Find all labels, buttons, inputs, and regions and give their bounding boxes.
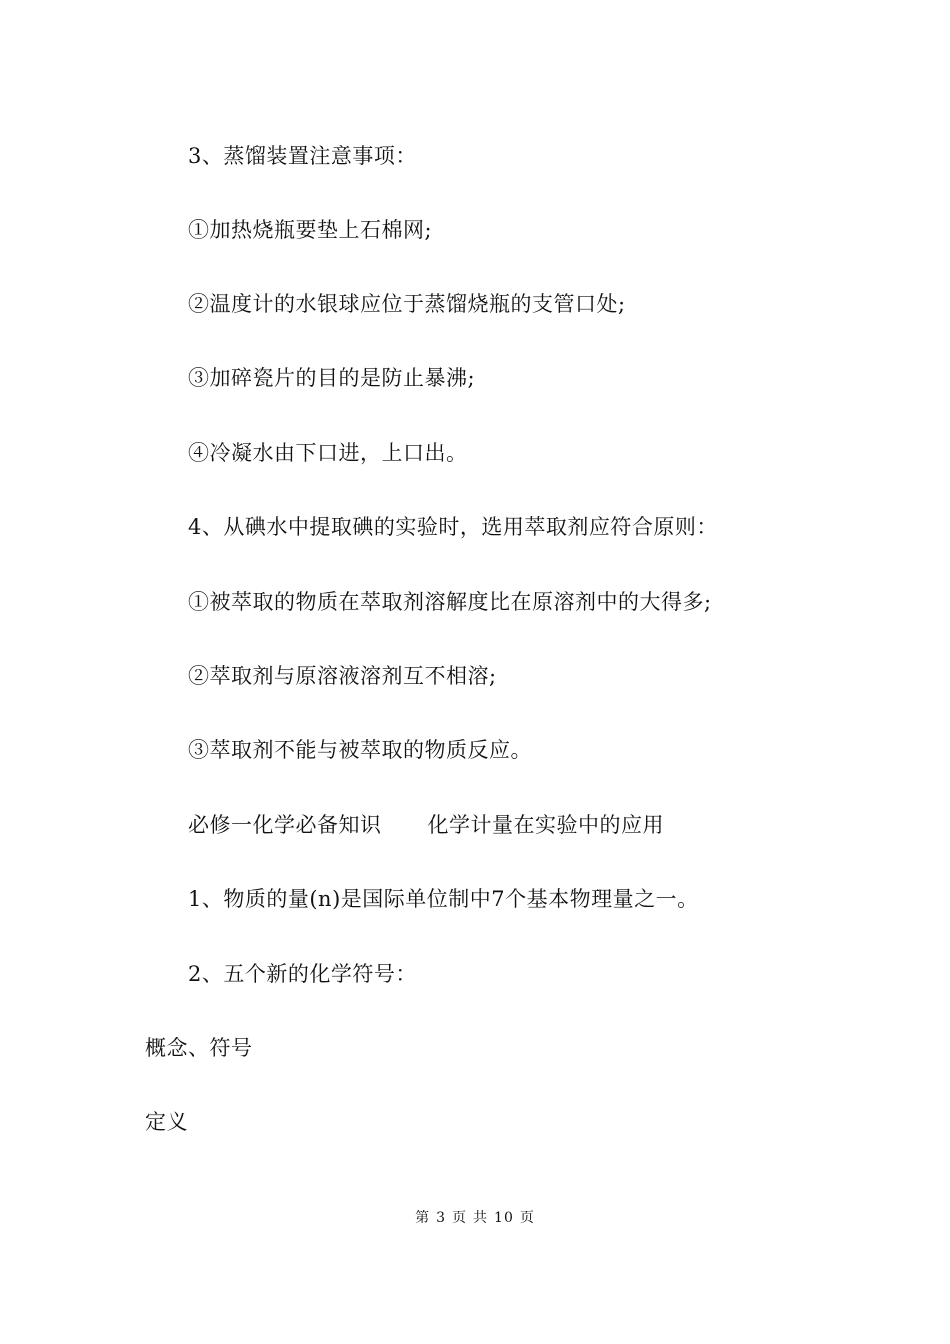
page-footer [0, 1208, 950, 1228]
text-line-distillation-title: 3、蒸馏装置注意事项： [188, 144, 417, 168]
text-line-extraction-title: 4、从碘水中提取碘的实验时，选用萃取剂应符合原则： [188, 515, 718, 539]
section-heading-right: 化学计量在实验中的应用 [427, 813, 664, 837]
footer-current-page: 3 [436, 1210, 447, 1226]
text-line-distillation-3: ③加碎瓷片的目的是防止暴沸; [188, 366, 476, 390]
text-line-extraction-3: ③萃取剂不能与被萃取的物质反应。 [188, 738, 532, 762]
text-line-extraction-1: ①被萃取的物质在萃取剂溶解度比在原溶剂中的大得多; [188, 590, 712, 614]
text-line-distillation-1: ①加热烧瓶要垫上石棉网; [188, 218, 433, 242]
section-heading [188, 811, 664, 839]
footer-suffix: 页 [519, 1210, 535, 1226]
section-heading-left: 必修一化学必备知识 [188, 813, 382, 837]
text-line-distillation-2: ②温度计的水银球应位于蒸馏烧瓶的支管口处; [188, 292, 626, 316]
footer-total-pages: 10 [494, 1210, 514, 1226]
text-line-five-symbols: 2、五个新的化学符号： [188, 962, 417, 986]
footer-prefix: 第 [415, 1210, 431, 1226]
text-line-distillation-4: ④冷凝水由下口进，上口出。 [188, 441, 468, 465]
footer-page-word: 页 [452, 1210, 468, 1226]
text-line-extraction-2: ②萃取剂与原溶液溶剂互不相溶; [188, 664, 497, 688]
footer-total-word: 共 [473, 1210, 489, 1226]
table-label-concept-symbol: 概念、符号 [145, 1036, 253, 1060]
text-line-mole-definition: 1、物质的量(n)是国际单位制中7个基本物理量之一。 [188, 887, 699, 911]
table-label-definition: 定义 [145, 1110, 188, 1134]
